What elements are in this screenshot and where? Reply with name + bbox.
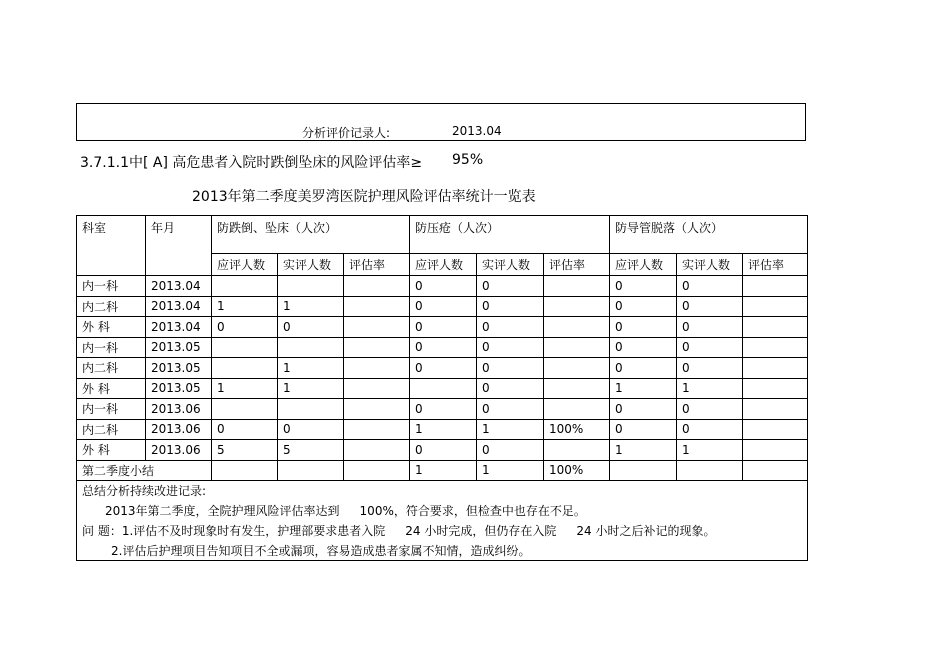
table-cell <box>544 378 610 399</box>
table-cell: 0 <box>477 296 544 317</box>
table-cell <box>544 337 610 358</box>
table-cell: 0 <box>477 358 544 379</box>
table-cell: 1 <box>212 378 278 399</box>
header-dept: 科室 <box>77 216 146 276</box>
table-cell: 1 <box>278 296 344 317</box>
table-cell: 0 <box>477 317 544 338</box>
month-cell: 2013.05 <box>146 358 212 379</box>
summary-label: 总结分析持续改进记录: <box>77 481 808 501</box>
summary-label-row <box>77 481 808 501</box>
table-cell: 0 <box>677 296 743 317</box>
header-row-groups <box>77 216 808 254</box>
header-sub: 评估率 <box>743 254 808 276</box>
summary-text: 2.评估后护理项目告知项目不全或漏项，容易造成患者家属不知情，造成纠纷。 <box>77 540 808 561</box>
table-cell: 0 <box>477 440 544 461</box>
dept-cell: 外 科 <box>77 317 146 338</box>
month-cell: 2013.04 <box>146 296 212 317</box>
record-line <box>302 124 502 141</box>
summary-text: 问 题：1.评估不及时现象时有发生，护理部要求患者入院 <box>82 523 386 538</box>
table-cell <box>544 276 610 297</box>
table-cell <box>743 460 808 481</box>
table-cell: 1 <box>610 440 677 461</box>
table-cell: 1 <box>610 378 677 399</box>
table-cell: 100% <box>544 419 610 440</box>
summary-line-2 <box>77 520 808 540</box>
table-cell <box>344 440 410 461</box>
table-row <box>77 378 808 399</box>
table-cell <box>344 296 410 317</box>
table-cell: 1 <box>477 460 544 481</box>
table-cell: 0 <box>677 399 743 420</box>
record-label: 分析评价记录人: <box>302 126 391 140</box>
table-row <box>77 317 808 338</box>
month-cell: 2013.05 <box>146 378 212 399</box>
table-cell <box>544 440 610 461</box>
table-cell: 0 <box>677 317 743 338</box>
table-cell: 0 <box>610 399 677 420</box>
statistics-table <box>76 215 808 561</box>
header-sub: 实评人数 <box>477 254 544 276</box>
summary-text: 2013年第二季度，全院护理风险评估率达到 <box>105 503 340 518</box>
summary-line-3 <box>77 540 808 561</box>
table-cell <box>743 440 808 461</box>
table-cell: 1 <box>477 419 544 440</box>
table-cell <box>544 317 610 338</box>
month-cell: 2013.06 <box>146 419 212 440</box>
table-cell <box>743 337 808 358</box>
table-row <box>77 440 808 461</box>
table-cell <box>677 460 743 481</box>
table-cell <box>212 358 278 379</box>
header-sub: 评估率 <box>544 254 610 276</box>
subtotal-row <box>77 460 808 481</box>
table-cell: 1 <box>410 460 477 481</box>
table-cell <box>743 317 808 338</box>
table-cell: 5 <box>278 440 344 461</box>
table-cell <box>743 358 808 379</box>
table-cell <box>743 399 808 420</box>
table-cell: 0 <box>212 419 278 440</box>
summary-line-1 <box>77 500 808 520</box>
header-group-catheter: 防导管脱落（人次） <box>610 216 808 254</box>
table-cell: 0 <box>410 317 477 338</box>
table-cell: 0 <box>410 337 477 358</box>
header-month: 年月 <box>146 216 212 276</box>
dept-cell: 内一科 <box>77 276 146 297</box>
table-cell: 0 <box>610 358 677 379</box>
table-cell: 0 <box>610 276 677 297</box>
table-cell <box>212 399 278 420</box>
header-group-pressure: 防压疮（人次） <box>410 216 610 254</box>
dept-cell: 内二科 <box>77 419 146 440</box>
subtotal-label: 第二季度小结 <box>77 460 212 481</box>
table-row <box>77 296 808 317</box>
table-cell: 0 <box>278 419 344 440</box>
table-cell: 0 <box>410 399 477 420</box>
table-row <box>77 337 808 358</box>
table-title: 2013年第二季度美罗湾医院护理风险评估率统计一览表 <box>192 189 536 205</box>
dept-cell: 内二科 <box>77 296 146 317</box>
table-cell: 0 <box>410 276 477 297</box>
table-cell: 5 <box>212 440 278 461</box>
month-cell: 2013.04 <box>146 317 212 338</box>
table-cell <box>212 460 278 481</box>
header-group-fall: 防跌倒、坠床（人次） <box>212 216 410 254</box>
table-cell <box>743 378 808 399</box>
header-sub: 实评人数 <box>677 254 743 276</box>
table-cell: 0 <box>278 317 344 338</box>
table-cell <box>544 296 610 317</box>
table-cell <box>544 358 610 379</box>
table-cell <box>344 419 410 440</box>
table-cell: 0 <box>610 296 677 317</box>
dept-cell: 外 科 <box>77 378 146 399</box>
table-cell <box>344 399 410 420</box>
table-cell: 100% <box>544 460 610 481</box>
table-cell: 1 <box>212 296 278 317</box>
month-cell: 2013.05 <box>146 337 212 358</box>
month-cell: 2013.06 <box>146 399 212 420</box>
table-row <box>77 276 808 297</box>
table-row <box>77 419 808 440</box>
table-cell: 0 <box>610 419 677 440</box>
table-cell <box>410 378 477 399</box>
header-sub: 评估率 <box>344 254 410 276</box>
dept-cell: 外 科 <box>77 440 146 461</box>
header-sub: 应评人数 <box>610 254 677 276</box>
table-cell <box>610 460 677 481</box>
month-cell: 2013.06 <box>146 440 212 461</box>
table-cell <box>278 276 344 297</box>
table-cell <box>278 399 344 420</box>
table-cell: 0 <box>677 276 743 297</box>
table-cell <box>743 276 808 297</box>
heading-target: 95% <box>452 152 484 168</box>
table-cell: 0 <box>610 337 677 358</box>
table-cell: 0 <box>677 337 743 358</box>
table-cell: 1 <box>278 358 344 379</box>
table-cell: 0 <box>410 358 477 379</box>
table-cell <box>743 296 808 317</box>
table-cell <box>344 358 410 379</box>
table-cell <box>212 276 278 297</box>
heading-text: 3.7.1.1中[ A] 高危患者入院时跌倒坠床的风险评估率≥ <box>80 155 423 171</box>
table-cell: 0 <box>477 399 544 420</box>
table-cell: 0 <box>477 276 544 297</box>
record-date: 2013.04 <box>452 124 502 138</box>
table-cell: 0 <box>677 419 743 440</box>
record-box <box>76 103 806 141</box>
table-cell <box>344 317 410 338</box>
table-cell <box>278 337 344 358</box>
table-cell: 1 <box>677 440 743 461</box>
table-cell: 0 <box>477 378 544 399</box>
dept-cell: 内一科 <box>77 337 146 358</box>
table-cell: 1 <box>677 378 743 399</box>
header-sub: 应评人数 <box>410 254 477 276</box>
table-cell: 1 <box>278 378 344 399</box>
table-cell: 0 <box>410 296 477 317</box>
table-cell: 0 <box>410 440 477 461</box>
month-cell: 2013.04 <box>146 276 212 297</box>
table-cell: 1 <box>410 419 477 440</box>
header-sub: 实评人数 <box>278 254 344 276</box>
table-cell <box>544 399 610 420</box>
table-cell: 0 <box>212 317 278 338</box>
table-cell <box>278 460 344 481</box>
table-cell <box>344 337 410 358</box>
summary-text: 24 小时完成，但仍存在入院 <box>405 523 557 538</box>
table-cell: 0 <box>477 337 544 358</box>
summary-text: 100%，符合要求，但检查中也存在不足。 <box>359 503 586 518</box>
header-sub: 应评人数 <box>212 254 278 276</box>
table-row <box>77 358 808 379</box>
section-heading <box>80 152 484 172</box>
table-cell <box>344 276 410 297</box>
table-row <box>77 399 808 420</box>
table-cell: 0 <box>677 358 743 379</box>
dept-cell: 内二科 <box>77 358 146 379</box>
dept-cell: 内一科 <box>77 399 146 420</box>
table-cell: 0 <box>610 317 677 338</box>
summary-text: 24 小时之后补记的现象。 <box>576 523 716 538</box>
table-cell <box>743 419 808 440</box>
table-cell <box>212 337 278 358</box>
table-cell <box>344 460 410 481</box>
table-cell <box>344 378 410 399</box>
